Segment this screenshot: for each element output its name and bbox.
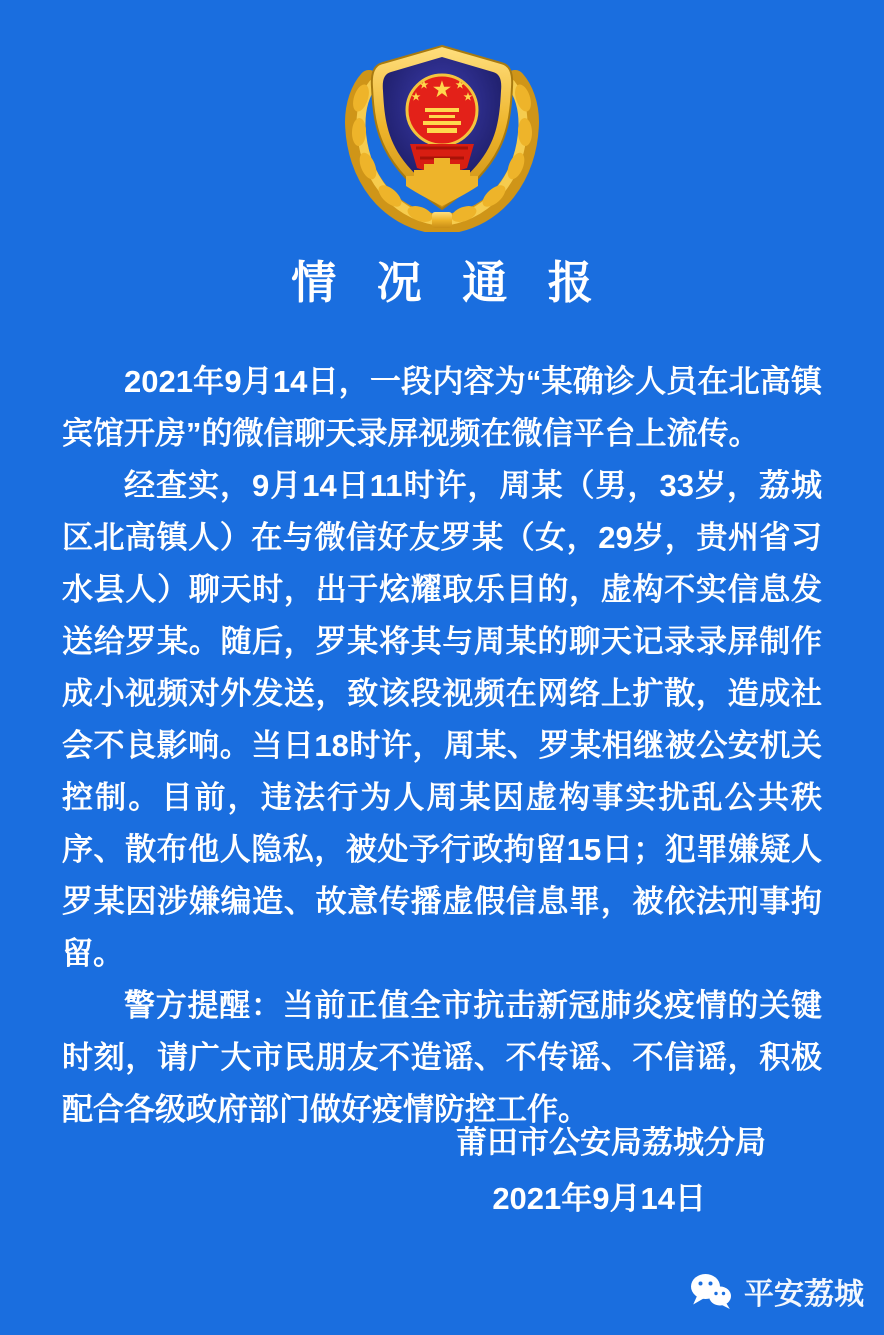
notice-date: 2021年9月14日 — [492, 1181, 706, 1216]
police-badge-icon — [336, 36, 548, 237]
paragraph-3: 警方提醒：当前正值全市抗击新冠肺炎疫情的关键时刻，请广大市民朋友不造谣、不传谣、不信谣，积极配合各级政府部门做好疫情防控工作。 — [62, 988, 822, 1127]
wechat-account-name: 平安荔城 — [744, 1278, 864, 1311]
wechat-icon — [690, 1273, 732, 1310]
issuing-authority: 莆田市公安局荔城分局 — [456, 1125, 766, 1160]
wechat-account-footer — [690, 1269, 864, 1313]
svg-text:★: ★ — [463, 92, 473, 103]
svg-text:★: ★ — [455, 80, 465, 91]
notice-body — [62, 356, 822, 1136]
svg-text:★: ★ — [419, 80, 429, 91]
svg-text:★: ★ — [411, 92, 421, 103]
notice-title: 情 况 通 报 — [291, 257, 607, 308]
signature-block — [0, 1116, 884, 1228]
svg-text:★: ★ — [433, 79, 451, 101]
paragraph-1: 2021年9月14日，一段内容为“某确诊人员在北高镇宾馆开房”的微信聊天录屏视频在微信平台上流传。 — [62, 364, 822, 451]
paragraph-2: 经查实，9月14日11时许，周某（男，33岁，荔城区北高镇人）在与微信好友罗某（女，29岁，贵州省习水县人）聊天时，出于炫耀取乐目的，虚构不实信息发送给罗某。随后，罗某将其与周某的聊天记录录屏制作成小视频对外发送，致该段视频在网络上扩散，造成社会不良影响。当日18时许，周某、罗某相继被公安机关控制。目前，违法行为人周某因虚构事实扰乱公共秩序、散布他人隐私，被处予行政拘留15日；犯罪嫌疑人罗某因涉嫌编造、故意传播虚假信息罪，被依法刑事拘留。 — [62, 468, 822, 971]
